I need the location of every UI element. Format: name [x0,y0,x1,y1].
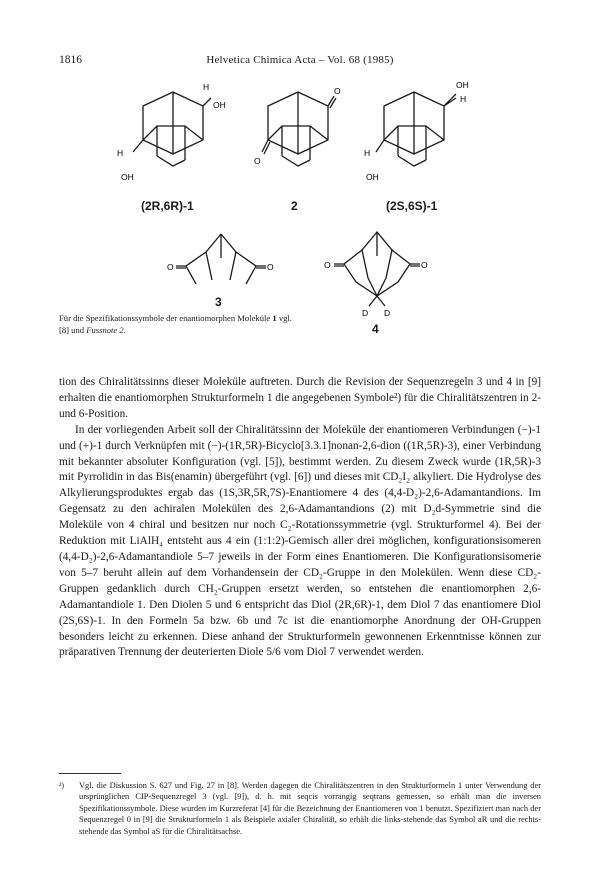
atom-oh-bottom: OH [121,172,134,182]
footnote [59,780,541,837]
compound-label-2S6S-1: (2S,6S)-1 [386,199,438,213]
atom-oh-bottom: OH [366,172,379,182]
atom-d-right: D [384,308,391,316]
atom-oh-top: OH [213,100,226,110]
compound-label-2R6R-1: (2R,6R)-1 [141,199,194,213]
structure-2 [248,68,358,208]
atom-h-top: H [203,82,210,92]
figure-note: Für die Spezifikationssymbole der enantiomorphen Moleküle 1 vgl. [8] und Fussnote 2. [59,313,292,335]
page-number: 1816 [59,54,82,66]
atom-h-top: H [460,94,467,104]
atom-o-right: O [267,262,274,272]
atom-d-left: D [362,308,369,316]
atom-o-left: O [167,262,174,272]
footnote-mark: ²) [59,781,65,790]
structure-2R6R-1 [105,68,255,208]
atom-oh-top: OH [456,80,469,90]
atom-o-left: O [324,260,331,270]
structure-4 [322,226,432,316]
paragraph-2: In der vorliegenden Arbeit soll der Chiralitätssinn der Moleküle der enantiomeren Verbindungen (−)-1 und (+)-1 durch Verknüpfen mit (−)-(1R,5R)-Bicyclo[3.3.1]nonan-2,6-dion ((1R,5R)-3), einer Verbindung mit bekannter absoluter Konfiguration (vgl. [5]), bestimmt werden. Zu diesem Zweck wurde (1R,5R)-3 mit Pyrrolidin in das Bis(enamin) übergeführt (vgl. [6]) und dieses mit CD₂I₂ alkyliert. Die Hydrolyse des Alkylierungsproduktes ergab das (1S,3R,5R,7S)-Enantiomere 4 des (4,4-D₂)-2,6-Adamantandions. Im Gegensatz zu den achiralen Molekülen des 2,6-Adamantandions (2) mit D₂d-Symmetrie sind die Moleküle von 4 chiral und besitzen nur noch C₂-Rotationssymmetrie (vgl. Strukturformel 4). Bei der Reduktion mit LiAlH₄ entsteht aus 4 ein (1:1:2)-Gemisch aller drei möglichen, konfigurationsisomeren (4,4-D₂)-2,6-Adamantandiole 5–7 jeweils in der Form eines Enantiomeren. Die Konfigurationsisomerie von 5–7 beruht allein auf dem Vorhandensein der CD₂-Gruppe in den Molekülen. Wenn diese CD₂-Gruppen gedanklich durch CH₂-Gruppen ersetzt werden, so entstehen die enantiomorphen 2,6-Adamantandiole 1. Den Diolen 5 und 6 entspricht das Diol (2R,6R)-1, dem Diol 7 das enantiomere Diol (2S,6S)-1. In den Formeln 5a bzw. 6b und 7c ist die enantiomorphe Anordnung der OH-Gruppen besonders leicht zu erkennen. Diese anhand der Strukturformeln gewonnenen Erkenntnisse können zur präparativen Trennung der deuterierten Diole 5/6 vom Diol 7 verwendet werden. [59,423,541,659]
atom-h-bottom: H [117,148,124,158]
compound-label-3: 3 [215,295,222,309]
paragraph-1: tion des Chiralitätssinns dieser Moleküle auftreten. Durch die Revision der Sequenzregeln 3 und 4 in [9] erhalten die enantiomorphen Strukturformeln 1 die angegebenen Symbole²) für die Chiralitätszentren in 2- und 6-Position. [59,376,541,420]
running-head: Helvetica Chimica Acta – Vol. 68 (1985) [206,54,394,66]
compound-label-2: 2 [291,199,298,213]
footnote-rule [59,773,121,774]
atom-o-top: O [334,86,341,96]
compound-label-4: 4 [372,322,379,336]
footnote-text: Vgl. die Diskussion S. 627 und Fig. 27 in [8]. Werden dagegen die Chiralitätszentren in den Strukturformeln 1 unter Verwendung der ursprünglichen CIP-Sequenzregel 3 (vgl. [9]), d. h. mit seqcis vorrangig seqtrans gemessen, so erhält man die inversen Spezifikationssymbole. Diese wurden im Kurzreferat [4] für die Bezeichnung der Enantiomeren von 1 benutzt. Spezifiziert man nach der Sequenzregel 0 in [9] die Strukturformeln 1 als Beispiele axialer Chiralität, so erhält die links-stehende das Symbol aR und die rechts-stehende das Symbol aS für die Chiralitätsachse. [79,781,541,836]
atom-h-bottom: H [364,148,371,158]
body-text [59,375,541,661]
structure-2S6S-1 [352,68,492,208]
atom-o-right: O [421,260,428,270]
atom-o-bottom: O [254,156,261,166]
